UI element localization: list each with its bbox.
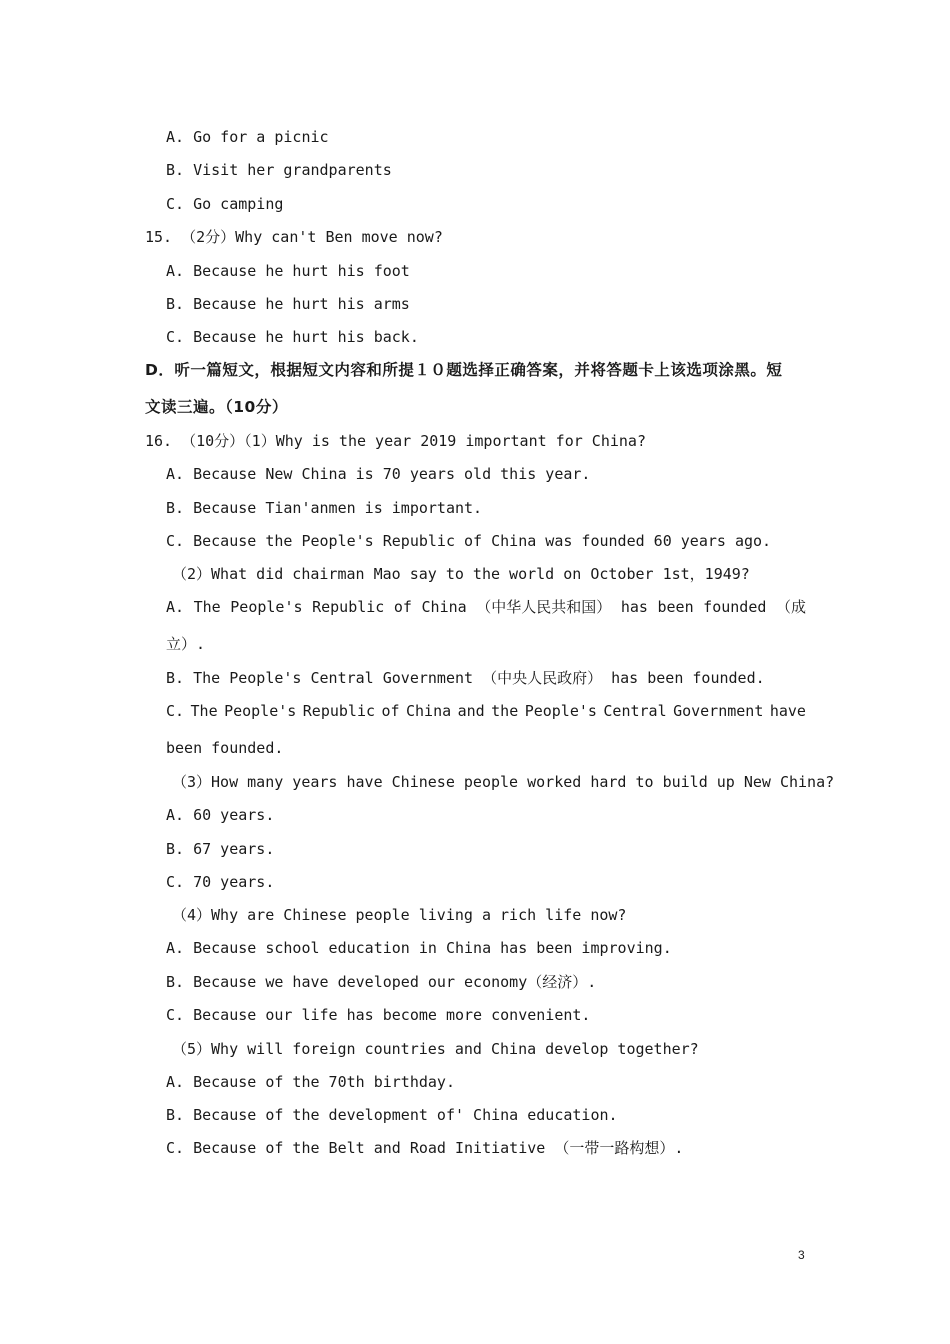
q16-4-option-b: B. Because we have developed our economy（经济）. (166, 973, 597, 991)
q16-1-option-a: A. Because New China is 70 years old this year. (166, 465, 591, 483)
q16-3-option-b: B. 67 years. (166, 840, 275, 858)
q15-stem: 15. （2分）Why can't Ben move now? (145, 228, 443, 246)
q16-3-option-c: C. 70 years. (166, 873, 275, 891)
q16-2-option-c-cont: been founded. (166, 739, 284, 757)
q14-option-a: A. Go for a picnic (166, 128, 329, 146)
q16-1-option-c: C. Because the People's Republic of China was founded 60 years ago. (166, 532, 772, 550)
q16-4-question: （4）Why are Chinese people living a rich life now? (172, 906, 627, 924)
section-d-heading: D．听一篇短文，根据短文内容和所提１０题选择正确答案，并将答题卡上该选项涂黑。短 (145, 361, 783, 379)
q16-1-option-b: B. Because Tian'anmen is important. (166, 499, 483, 517)
q14-option-c: C. Go camping (166, 195, 284, 213)
q14-option-b: B. Visit her grandparents (166, 161, 392, 179)
q16-2-option-a-cont: 立）. (166, 635, 206, 653)
q16-2-question: （2）What did chairman Mao say to the world on October 1st，1949? (172, 565, 750, 583)
q15-option-c: C. Because he hurt his back. (166, 328, 419, 346)
q15-option-b: B. Because he hurt his arms (166, 295, 410, 313)
q16-5-option-a: A. Because of the 70th birthday. (166, 1073, 455, 1091)
q16-2-option-a: A. The People's Republic of China （中华人民共和国） has been founded （成 (166, 598, 806, 616)
q16-4-option-c: C. Because our life has become more convenient. (166, 1006, 591, 1024)
q16-5-question: （5）Why will foreign countries and China develop together? (172, 1040, 699, 1058)
q16-5-option-b: B. Because of the development of' China education. (166, 1106, 618, 1124)
q16-3-option-a: A. 60 years. (166, 806, 275, 824)
q16-2-option-b: B. The People's Central Government （中央人民政府） has been founded. (166, 669, 765, 687)
q16-3-question: （3）How many years have Chinese people worked hard to build up New China? (172, 773, 835, 791)
q16-5-option-c: C. Because of the Belt and Road Initiative （一带一路构想）. (166, 1139, 684, 1157)
q15-option-a: A. Because he hurt his foot (166, 262, 410, 280)
page-number: 3 (798, 1248, 805, 1262)
q16-4-option-a: A. Because school education in China has been improving. (166, 939, 672, 957)
q16-2-option-c: C. The People's Republic of China and the People's Central Government have (166, 702, 806, 720)
q16-stem: 16. （10分）（1）Why is the year 2019 important for China? (145, 432, 646, 450)
section-d-heading-cont: 文读三遍。（10分） (145, 398, 288, 416)
